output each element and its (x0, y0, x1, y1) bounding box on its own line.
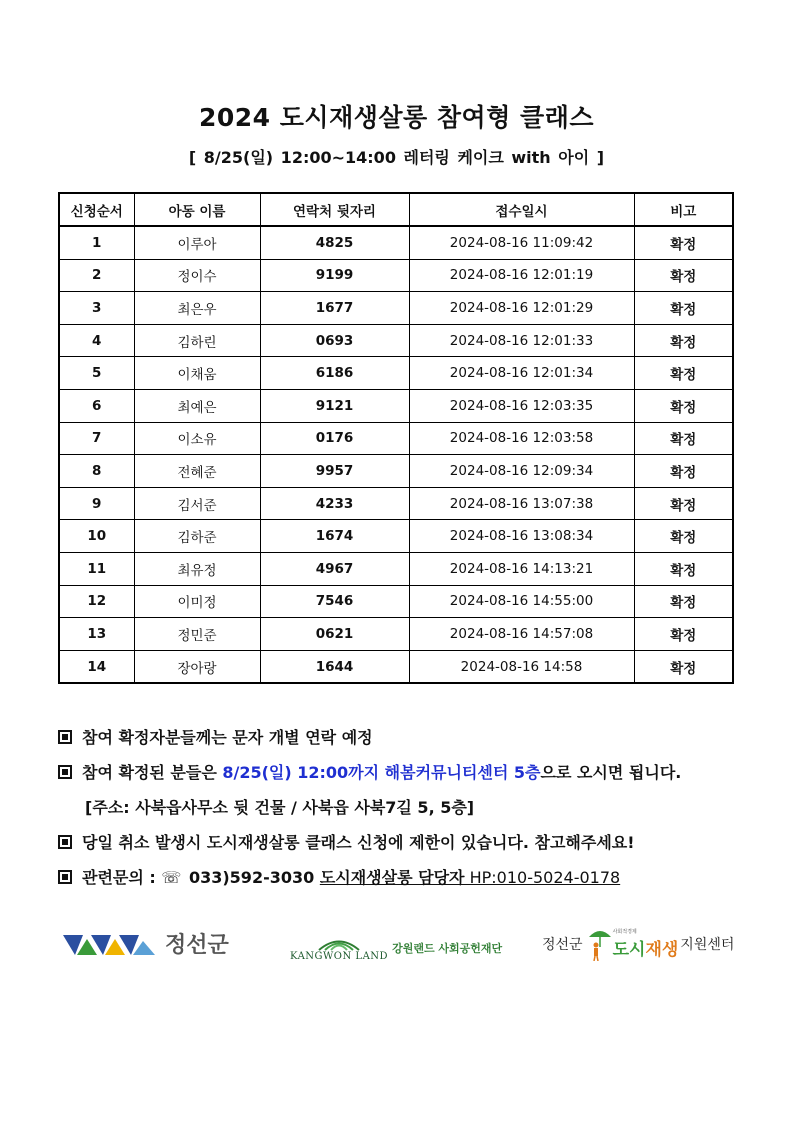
contact-person: 도시재생살롱 담당자 (319, 868, 465, 887)
phone-suffix-cell: 1677 (260, 292, 409, 325)
notice-line (58, 755, 778, 790)
notice-section (58, 720, 778, 895)
umbrella-figure-icon (587, 927, 613, 961)
child-name-cell: 최은우 (134, 292, 260, 325)
status-cell: 확정 (634, 585, 733, 618)
received-time-cell: 2024-08-16 13:08:34 (409, 520, 634, 553)
received-time-cell: 2024-08-16 12:09:34 (409, 455, 634, 488)
table-body (59, 226, 733, 683)
kangwonland-leaf-icon (316, 933, 362, 951)
table-row (59, 455, 733, 488)
phone-suffix-cell: 4233 (260, 487, 409, 520)
jeongseon-name: 정선군 (165, 933, 229, 958)
notice-text: 당일 취소 발생시 도시재생살롱 클래스 신청에 제한이 있습니다. 참고해주세요! (82, 833, 635, 852)
square-bullet-icon (58, 870, 72, 884)
received-time-cell: 2024-08-16 12:03:58 (409, 422, 634, 455)
table-row (59, 259, 733, 292)
phone-suffix-cell: 9121 (260, 389, 409, 422)
header-received-time: 접수일시 (409, 193, 634, 226)
table-row (59, 585, 733, 618)
order-cell: 14 (59, 650, 134, 683)
phone-suffix-cell: 9199 (260, 259, 409, 292)
table-row (59, 226, 733, 259)
status-cell: 확정 (634, 455, 733, 488)
received-time-cell: 2024-08-16 14:55:00 (409, 585, 634, 618)
urban-center-label: 지원센터 (680, 937, 735, 953)
child-name-cell: 이소유 (134, 422, 260, 455)
registration-table (58, 192, 734, 684)
received-time-cell: 2024-08-16 14:58 (409, 650, 634, 683)
kangwonland-foundation-name: 강원랜드 사회공헌재단 (392, 941, 503, 955)
address-text: [주소: 사북읍사무소 뒷 건물 / 사북읍 사북7길 5, 5층] (85, 798, 475, 817)
header-order: 신청순서 (59, 193, 134, 226)
status-cell: 확정 (634, 357, 733, 390)
status-cell: 확정 (634, 618, 733, 651)
table-header-row (59, 193, 733, 226)
order-cell: 4 (59, 324, 134, 357)
received-time-cell: 2024-08-16 13:07:38 (409, 487, 634, 520)
child-name-cell: 장아랑 (134, 650, 260, 683)
kangwonland-brand: KANGWON LAND (290, 951, 389, 962)
child-name-cell: 김하린 (134, 324, 260, 357)
notice-text: 참여 확정자분들께는 문자 개별 연락 예정 (82, 728, 373, 747)
header-note: 비고 (634, 193, 733, 226)
phone-suffix-cell: 4825 (260, 226, 409, 259)
table-row (59, 422, 733, 455)
status-cell: 확정 (634, 292, 733, 325)
notice-text: 참여 확정된 분들은 (82, 763, 223, 782)
child-name-cell: 이루아 (134, 226, 260, 259)
child-name-cell: 전혜준 (134, 455, 260, 488)
status-cell: 확정 (634, 259, 733, 292)
jeongseon-mountains-icon (63, 935, 159, 957)
contact-label: 관련문의 : (82, 868, 162, 887)
phone-suffix-cell: 4967 (260, 552, 409, 585)
order-cell: 3 (59, 292, 134, 325)
urban-main-b: 재생 (645, 940, 679, 960)
telephone-icon: ☏ (161, 868, 182, 887)
jeongseon-county-logo (63, 935, 229, 957)
received-time-cell: 2024-08-16 14:13:21 (409, 552, 634, 585)
table-row (59, 292, 733, 325)
status-cell: 확정 (634, 422, 733, 455)
received-time-cell: 2024-08-16 11:09:42 (409, 226, 634, 259)
child-name-cell: 이채움 (134, 357, 260, 390)
child-name-cell: 김하준 (134, 520, 260, 553)
contact-phone: 033)592-3030 (183, 868, 320, 887)
square-bullet-icon (58, 835, 72, 849)
document-subtitle: [ 8/25(일) 12:00~14:00 레터링 케이크 with 아이 ] (188, 148, 605, 167)
phone-suffix-cell: 7546 (260, 585, 409, 618)
order-cell: 11 (59, 552, 134, 585)
notice-line (58, 720, 778, 755)
child-name-cell: 최유정 (134, 552, 260, 585)
header-phone-suffix: 연락처 뒷자리 (260, 193, 409, 226)
child-name-cell: 최예은 (134, 389, 260, 422)
phone-suffix-cell: 1674 (260, 520, 409, 553)
table-row (59, 618, 733, 651)
urban-regeneration-center-logo (542, 927, 734, 961)
order-cell: 2 (59, 259, 134, 292)
order-cell: 7 (59, 422, 134, 455)
order-cell: 1 (59, 226, 134, 259)
notice-highlight: 8/25(일) 12:00까지 해봄커뮤니티센터 5층 (222, 763, 541, 782)
received-time-cell: 2024-08-16 12:01:29 (409, 292, 634, 325)
address-line (58, 790, 778, 825)
urban-region-name: 정선군 (542, 937, 583, 953)
table-row (59, 552, 733, 585)
order-cell: 10 (59, 520, 134, 553)
status-cell: 확정 (634, 520, 733, 553)
status-cell: 확정 (634, 389, 733, 422)
status-cell: 확정 (634, 324, 733, 357)
received-time-cell: 2024-08-16 12:01:33 (409, 324, 634, 357)
urban-small-label: 사회적경제 (612, 929, 637, 935)
sponsor-logos (0, 925, 793, 975)
table-row (59, 520, 733, 553)
document-title: 2024 도시재생살롱 참여형 클래스 (199, 103, 594, 132)
square-bullet-icon (58, 765, 72, 779)
notice-line (58, 825, 778, 860)
table-row (59, 357, 733, 390)
contact-mobile: HP:010-5024-0178 (464, 868, 621, 887)
status-cell: 확정 (634, 487, 733, 520)
phone-suffix-cell: 0621 (260, 618, 409, 651)
phone-suffix-cell: 1644 (260, 650, 409, 683)
notice-text: 으로 오시면 됩니다. (540, 763, 682, 782)
header-child-name: 아동 이름 (134, 193, 260, 226)
child-name-cell: 정민준 (134, 618, 260, 651)
phone-suffix-cell: 0176 (260, 422, 409, 455)
table-row (59, 389, 733, 422)
received-time-cell: 2024-08-16 14:57:08 (409, 618, 634, 651)
urban-main-a: 도시 (612, 940, 646, 960)
order-cell: 5 (59, 357, 134, 390)
order-cell: 6 (59, 389, 134, 422)
child-name-cell: 이미정 (134, 585, 260, 618)
received-time-cell: 2024-08-16 12:01:34 (409, 357, 634, 390)
phone-suffix-cell: 9957 (260, 455, 409, 488)
table-row (59, 487, 733, 520)
kangwonland-foundation-logo (290, 933, 502, 962)
phone-suffix-cell: 0693 (260, 324, 409, 357)
phone-suffix-cell: 6186 (260, 357, 409, 390)
child-name-cell: 정이수 (134, 259, 260, 292)
order-cell: 13 (59, 618, 134, 651)
status-cell: 확정 (634, 226, 733, 259)
order-cell: 12 (59, 585, 134, 618)
status-cell: 확정 (634, 650, 733, 683)
table-row (59, 324, 733, 357)
order-cell: 9 (59, 487, 134, 520)
received-time-cell: 2024-08-16 12:01:19 (409, 259, 634, 292)
table-row (59, 650, 733, 683)
urban-main-label (613, 935, 679, 960)
contact-line (58, 860, 778, 895)
order-cell: 8 (59, 455, 134, 488)
status-cell: 확정 (634, 552, 733, 585)
received-time-cell: 2024-08-16 12:03:35 (409, 389, 634, 422)
child-name-cell: 김서준 (134, 487, 260, 520)
square-bullet-icon (58, 730, 72, 744)
